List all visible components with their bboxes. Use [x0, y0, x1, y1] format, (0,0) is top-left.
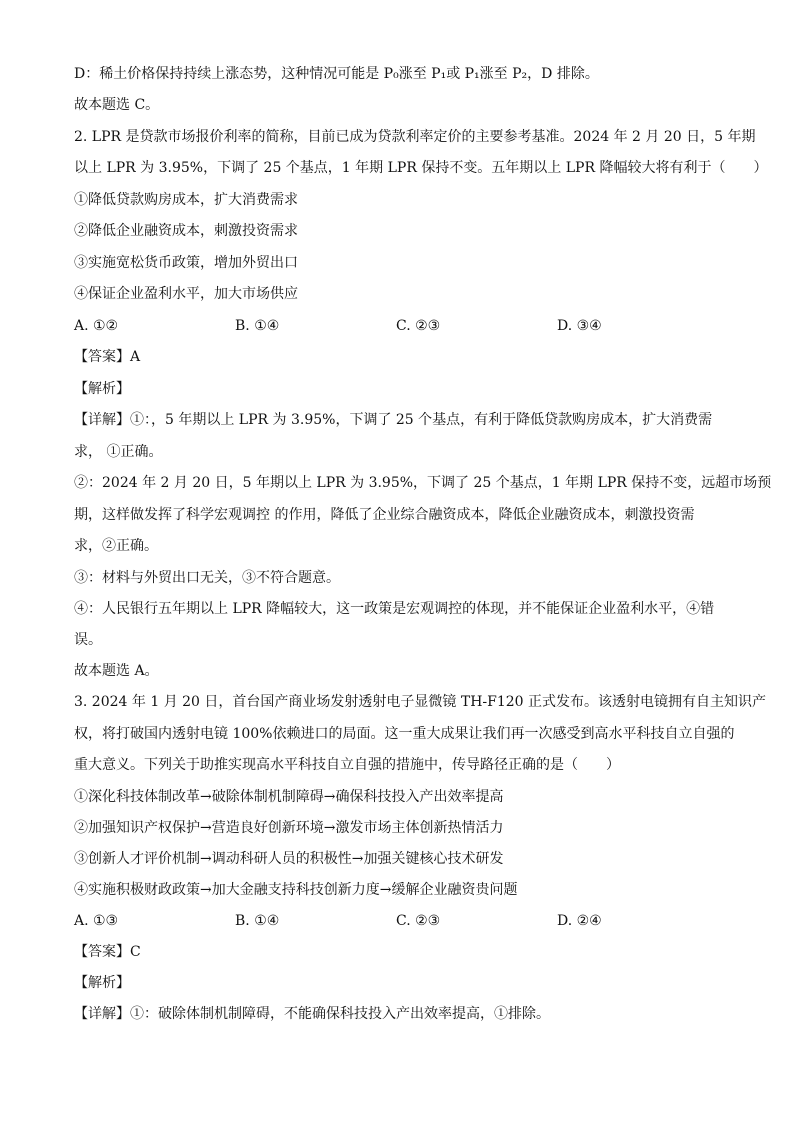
question-2-stem: 以上 LPR 为 3.95%，下调了 25 个基点，1 年期 LPR 保持不变。五年期以上 LPR 降幅较大将有利于（ ）	[74, 160, 768, 176]
question-3-stem: 3. 2024 年 1 月 20 日，首台国产商业场发射透射电子显微镜 TH-F120 正式发布。该透射电镜拥有自主知识产	[74, 694, 767, 710]
explanation-line: 期，这样做发挥了科学宏观调控 的作用，降低了企业综合融资成本，降低企业融资成本，刺激投资需	[74, 507, 695, 523]
text-line: D：稀土价格保持持续上涨态势，这种情况可能是 P₀涨至 P₁或 P₁涨至 P₂，D 排除。	[74, 66, 599, 82]
answer-label: 【答案】A	[74, 349, 141, 365]
explanation-line: 求，②正确。	[74, 538, 158, 554]
option-c: C. ②③	[396, 913, 441, 929]
explanation-line: ③：材料与外贸出口无关，③不符合题意。	[74, 570, 340, 586]
explanation-line: 【详解】①：破除体制机制障碍，不能确保科技投入产出效率提高，①排除。	[74, 1006, 550, 1022]
question-2-stem: 2. LPR 是贷款市场报价利率的简称，目前已成为贷款利率定价的主要参考基准。2024 年 2 月 20 日，5 年期	[74, 129, 756, 145]
text-line: 故本题选 C。	[74, 97, 160, 113]
question-2-options	[74, 316, 724, 336]
analysis-label: 【解析】	[74, 381, 130, 397]
statement-1: ①深化科技体制改革→破除体制机制障碍→确保科技投入产出效率提高	[74, 789, 504, 805]
answer-label: 【答案】C	[74, 944, 141, 960]
statement-3: ③创新人才评价机制→调动科研人员的积极性→加强关键核心技术研发	[74, 851, 504, 867]
option-b: B. ①④	[235, 318, 280, 334]
question-3-stem: 重大意义。下列关于助推实现高水平科技自立自强的措施中，传导路径正确的是（ ）	[74, 757, 620, 773]
question-3-stem: 权，将打破国内透射电镜 100%依赖进口的局面。这一重大成果让我们再一次感受到高水平科技自立自强的	[74, 726, 735, 742]
statement-2: ②降低企业融资成本，刺激投资需求	[74, 223, 298, 239]
explanation-line: 误。	[74, 632, 102, 648]
text-line: 故本题选 A。	[74, 663, 159, 679]
explanation-line: 【详解】①：，5 年期以上 LPR 为 3.95%，下调了 25 个基点，有利于降低贷款购房成本，扩大消费需	[74, 412, 713, 428]
explanation-line: ④：人民银行五年期以上 LPR 降幅较大，这一政策是宏观调控的体现，并不能保证企业盈利水平，④错	[74, 601, 715, 617]
statement-4: ④实施积极财政政策→加大金融支持科技创新力度→缓解企业融资贵问题	[74, 882, 518, 898]
explanation-line: ②：2024 年 2 月 20 日，5 年期以上 LPR 为 3.95%，下调了 25 个基点，1 年期 LPR 保持不变，远超市场预	[74, 475, 772, 491]
statement-4: ④保证企业盈利水平，加大市场供应	[74, 286, 298, 302]
option-a: A. ①③	[74, 913, 119, 929]
option-d: D. ②④	[557, 913, 602, 929]
statement-1: ①降低贷款购房成本，扩大消费需求	[74, 192, 298, 208]
question-3-options	[74, 911, 724, 931]
analysis-label: 【解析】	[74, 975, 130, 991]
statement-2: ②加强知识产权保护→营造良好创新环境→激发市场主体创新热情活力	[74, 820, 504, 836]
option-a: A. ①②	[74, 318, 119, 334]
explanation-line: 求， ①正确。	[74, 444, 163, 460]
statement-3: ③实施宽松货币政策，增加外贸出口	[74, 255, 298, 271]
option-d: D. ③④	[557, 318, 602, 334]
option-c: C. ②③	[396, 318, 441, 334]
option-b: B. ①④	[235, 913, 280, 929]
